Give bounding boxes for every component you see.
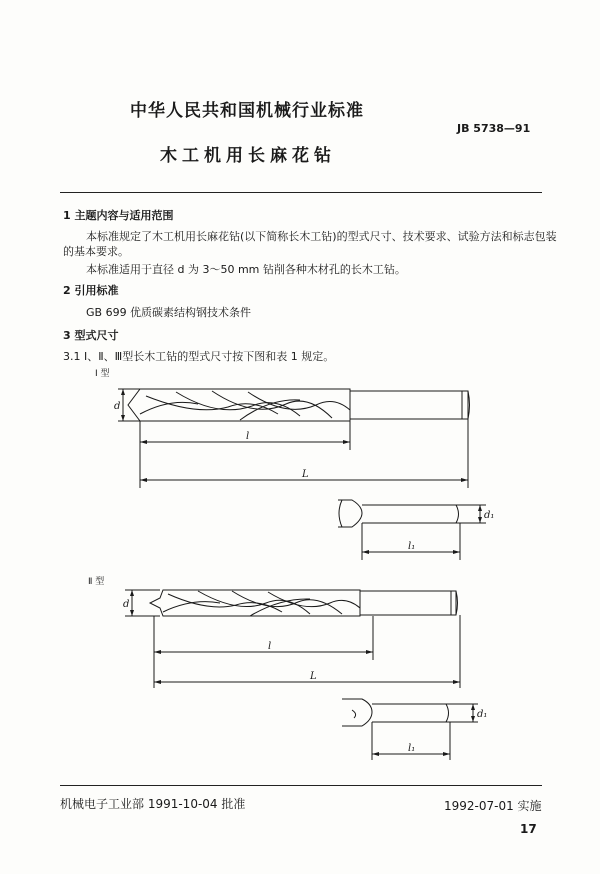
type-2-label: Ⅱ 型 xyxy=(88,577,105,587)
issuing-organization: 中华人民共和国机械行业标准 xyxy=(130,101,364,121)
type-2-dim-L-label: L xyxy=(310,671,317,682)
section-3-heading: 3 型式尺寸 xyxy=(63,329,119,342)
section-1-para-1-line-2: 的基本要求。 xyxy=(63,245,129,258)
section-1-heading: 1 主题内容与适用范围 xyxy=(63,209,174,222)
type-2-drill-body xyxy=(150,590,458,616)
type-2-dimensions xyxy=(125,590,460,688)
type-2-dim-d1-label: d₁ xyxy=(477,709,488,720)
type-1-label: Ⅰ 型 xyxy=(95,369,110,379)
type-1-drill-body xyxy=(128,389,470,421)
document-title: 木工机用长麻花钻 xyxy=(160,146,336,166)
type-1-dim-L-label: L xyxy=(302,469,309,480)
section-2-reference: GB 699 优质碳素结构钢技术条件 xyxy=(86,306,252,319)
type-2-dim-l1-label: l₁ xyxy=(408,743,416,754)
type-1-dim-l-label: l xyxy=(246,431,250,442)
type-1-dim-d-label: d xyxy=(114,401,121,412)
page-number: 17 xyxy=(520,822,537,836)
approval-note: 机械电子工业部 1991-10-04 批准 xyxy=(60,797,246,811)
footer-divider xyxy=(60,785,542,786)
type-2-dim-d-label: d xyxy=(123,599,130,610)
type-1-dim-d1-label: d₁ xyxy=(484,510,495,521)
standard-number: JB 5738—91 xyxy=(457,122,531,135)
section-1-para-1-line-1: 本标准规定了木工机用长麻花钻(以下简称长木工钻)的型式尺寸、技术要求、试验方法和标志包装 xyxy=(86,230,557,243)
section-3-1-text: 3.1 Ⅰ、Ⅱ、Ⅲ型长木工钻的型式尺寸按下图和表 1 规定。 xyxy=(63,350,335,363)
section-1-para-2: 本标准适用于直径 d 为 3～50 mm 钻削各种木材孔的长木工钻。 xyxy=(86,263,406,276)
type-1-dim-l1-label: l₁ xyxy=(408,541,416,552)
type-2-dim-l-label: l xyxy=(268,641,272,652)
effective-date: 1992-07-01 实施 xyxy=(444,799,542,813)
section-2-heading: 2 引用标准 xyxy=(63,284,119,297)
